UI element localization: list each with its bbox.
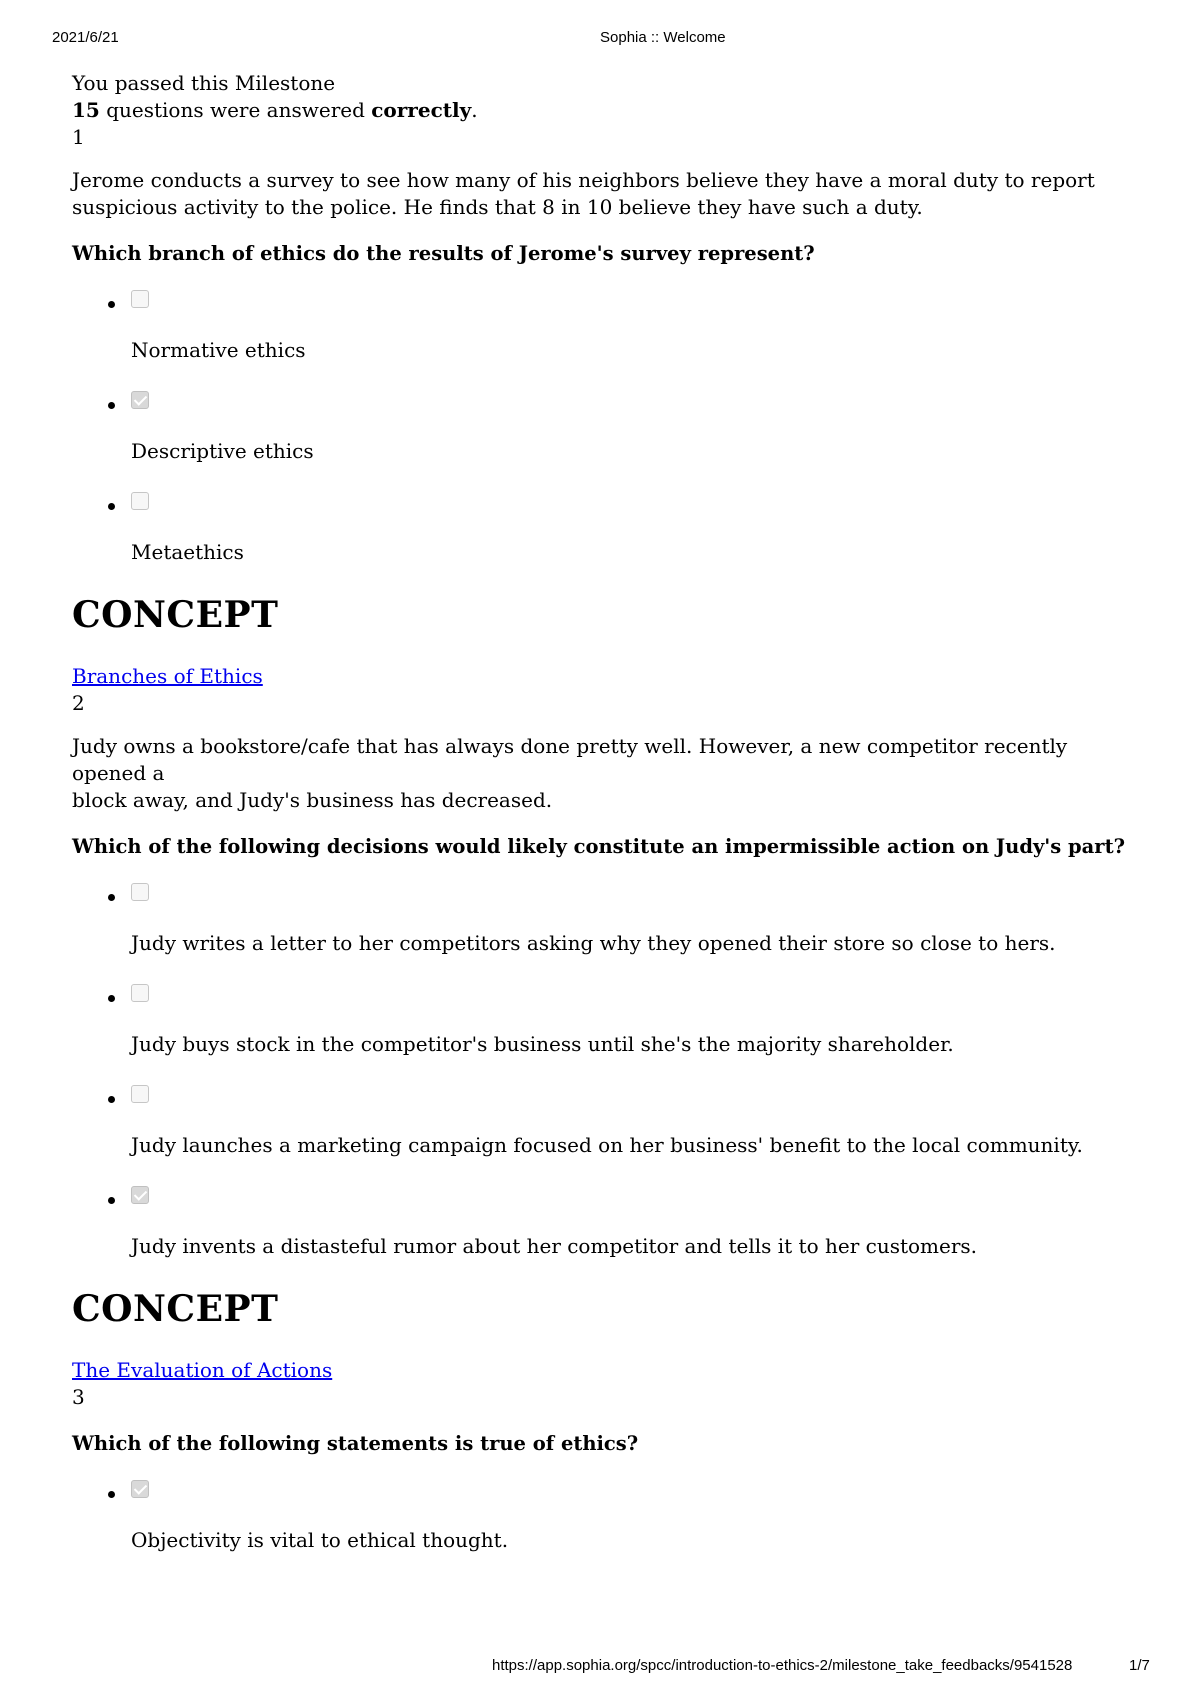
answer-option-label: Objectivity is vital to ethical thought. (131, 1528, 509, 1552)
answer-option-label: Metaethics (131, 540, 244, 564)
question-1 (72, 124, 1132, 690)
question-body (72, 733, 1132, 814)
concept-link-evaluation-of-actions[interactable]: The Evaluation of Actions (72, 1358, 333, 1382)
correct-count: 15 (72, 98, 100, 122)
answer-option (72, 288, 1132, 364)
answer-option-label: Judy invents a distasteful rumor about her competitor and tells it to her customers. (131, 1234, 978, 1258)
question-number: 1 (72, 125, 85, 149)
answer-option-label: Judy buys stock in the competitor's business until she's the majority shareholder. (131, 1032, 954, 1056)
concept-link-branches-of-ethics[interactable]: Branches of Ethics (72, 664, 263, 688)
answer-option-label: Descriptive ethics (131, 439, 314, 463)
print-page-title: Sophia :: Welcome (600, 29, 726, 46)
answer-checkbox[interactable] (131, 1085, 149, 1103)
answer-option (72, 490, 1132, 566)
answer-option (72, 881, 1132, 957)
answer-checkbox-checked[interactable] (131, 1186, 149, 1204)
answer-options (72, 288, 1132, 566)
answer-checkbox[interactable] (131, 883, 149, 901)
question-number: 3 (72, 1385, 85, 1409)
answer-checkbox-checked[interactable] (131, 1480, 149, 1498)
correct-word: correctly (371, 98, 472, 122)
question-prompt: Which of the following decisions would likely constitute an impermissible action on Judy's part? (72, 835, 1126, 858)
question-body-line: block away, and Judy's business has decreased. (72, 788, 553, 812)
question-number: 2 (72, 691, 85, 715)
question-2 (72, 690, 1132, 1384)
answer-option (72, 1184, 1132, 1260)
milestone-summary (72, 70, 1132, 124)
answer-checkbox[interactable] (131, 492, 149, 510)
answer-option (72, 1083, 1132, 1159)
answer-option-label: Normative ethics (131, 338, 306, 362)
concept-heading: CONCEPT (72, 1288, 279, 1330)
print-page-number: 1/7 (1129, 1657, 1150, 1674)
question-prompt: Which of the following statements is true of ethics? (72, 1432, 639, 1455)
pass-message: You passed this Milestone (72, 71, 336, 95)
print-url: https://app.sophia.org/spcc/introduction-to-ethics-2/milestone_take_feedbacks/9541528 (492, 1657, 1073, 1674)
answer-checkbox[interactable] (131, 984, 149, 1002)
question-body-line: suspicious activity to the police. He finds that 8 in 10 believe they have such a duty. (72, 195, 923, 219)
answer-options (72, 1478, 1132, 1554)
answer-option-label: Judy launches a marketing campaign focused on her business' benefit to the local community. (131, 1133, 1083, 1157)
answer-option (72, 389, 1132, 465)
question-3 (72, 1384, 1132, 1554)
answer-option (72, 1478, 1132, 1554)
concept-heading: CONCEPT (72, 594, 279, 636)
score-end: . (471, 98, 478, 122)
milestone-feedback (72, 70, 1132, 1579)
answer-option-label: Judy writes a letter to her competitors asking why they opened their store so close to hers. (131, 931, 1056, 955)
score-line (72, 97, 1132, 124)
answer-checkbox[interactable] (131, 290, 149, 308)
question-prompt: Which branch of ethics do the results of Jerome's survey represent? (72, 242, 815, 265)
question-body-line: Judy owns a bookstore/cafe that has always done pretty well. However, a new competitor recently opened a (72, 734, 1068, 785)
question-body-line: Jerome conducts a survey to see how many of his neighbors believe they have a moral duty to report (72, 168, 1095, 192)
answer-option (72, 982, 1132, 1058)
answer-checkbox-checked[interactable] (131, 391, 149, 409)
question-body (72, 167, 1132, 221)
print-date: 2021/6/21 (52, 29, 119, 46)
score-mid-text: questions were answered (99, 98, 372, 122)
answer-options (72, 881, 1132, 1260)
